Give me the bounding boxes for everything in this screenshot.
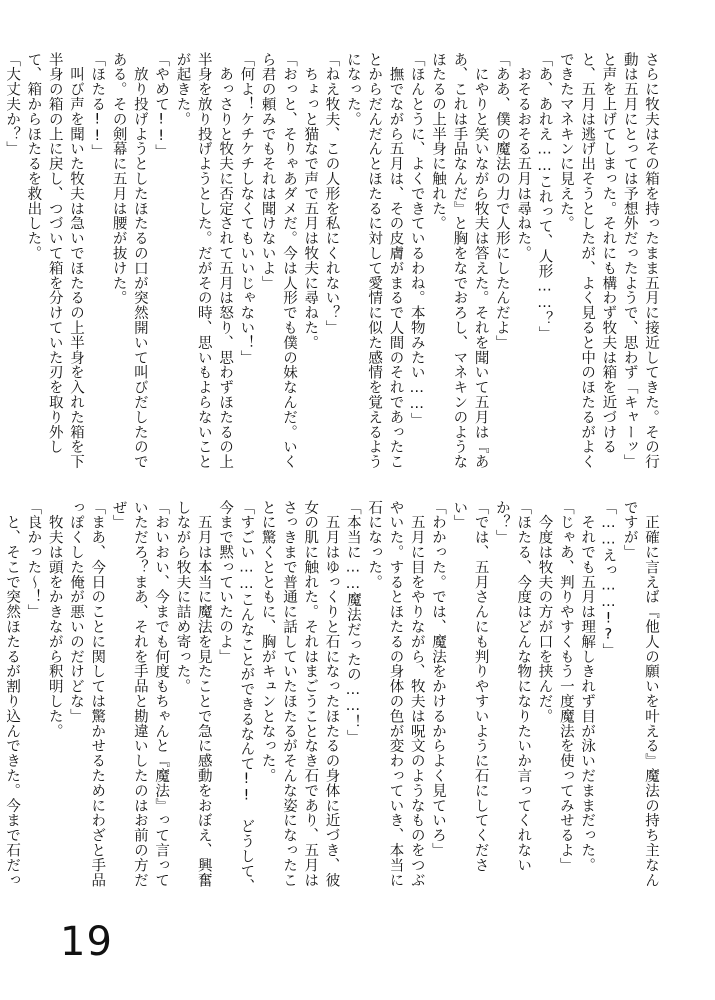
paragraph: 牧夫は頭をかきながら釈明した。 bbox=[46, 500, 63, 739]
paragraph: さらに牧夫はその箱を持ったまま五月に接近してきた。その行動は五月にとっては予想外だったようで、思わず「キャーッ」と声を上げてしまった。それにも構わず牧夫は箱を近づけると、五月は逃げ出そうとしたが、よく見ると中のほたるがよくできたマネキンに見えた。 bbox=[557, 52, 659, 470]
paragraph: 「ほんとうに、よくできているわね。本物みたい……」 bbox=[408, 52, 425, 428]
paragraph: 「ねえ牧夫、この人形を私にくれない？」 bbox=[323, 52, 340, 336]
paragraph: 「おっと、そりゃあダメだ。今は人形でも僕の妹なんだ。いくら君の頼みでもそれは聞けないよ」 bbox=[259, 52, 297, 470]
paragraph: 「本当に……魔法だったの……！」 bbox=[344, 500, 361, 745]
paragraph: 「まあ、今日のことに関しては驚かせるためにわざと手品っぽくした俺が悪いのだけどな」 bbox=[67, 500, 106, 888]
paragraph: 「何よ！ケチケチしなくてもいいじゃない！」 bbox=[238, 52, 255, 365]
paragraph: それでも五月は理解しきれず目が泳いだままだった。 bbox=[579, 500, 596, 873]
paragraph: 「ほたる、今度はどんな物になりたいか言ってくれないか？」 bbox=[493, 500, 532, 873]
paragraph: 「すごい……こんなことができるなんて!! どうして、今まで黙っていたのよ」 bbox=[217, 500, 255, 894]
paragraph: 「……えっ……!?」 bbox=[600, 500, 617, 658]
paragraph: おそるおそる五月は尋ねた。 bbox=[515, 52, 532, 261]
paragraph: 「大丈夫か？」 bbox=[4, 52, 21, 157]
paragraph: にやりと笑いながら牧夫は答えた。それを聞いて五月は『ああ、これは手品なんだ』と胸をなでおろし、マネキンのようなほたるの上半身に触れた。 bbox=[430, 52, 489, 470]
top-text-block bbox=[4, 52, 661, 482]
paragraph: 撫でながら五月は、その皮膚がまるで人間のそれであったことからだんだんとほたるに対して愛情に似た感情を覚えるようになった。 bbox=[344, 52, 404, 470]
bottom-text-block bbox=[4, 500, 661, 895]
paragraph: 五月に目をやりながら、牧夫は呪文のようなものをつぶやいた。するとほたるの身体の色が変わっていき、本当に石になった。 bbox=[366, 500, 425, 888]
paragraph: 「ああ、僕の魔法の力で人形にしたんだよ」 bbox=[493, 52, 510, 350]
paragraph: あっさりと牧夫に否定されて五月は怒り、思わずほたるの上半身を放り投げようとした。だがその時、思いもよらないことが起きた。 bbox=[174, 52, 234, 470]
paragraph: 「ほたる!!」 bbox=[89, 52, 106, 160]
page-number: 19 bbox=[60, 919, 113, 965]
paragraph: 「では、五月さんにも判りやすいように石にしてください」 bbox=[451, 500, 489, 873]
paragraph: 「おいおい、今までも何度もちゃんと『魔法』って言っていただろ？まあ、それを手品と勘違いしたのはお前の方だぜ」 bbox=[110, 500, 170, 888]
paragraph: 今度は牧夫の方が口を挟んだ。 bbox=[536, 500, 553, 724]
paragraph bbox=[0, 52, 1, 482]
paragraph: と、そこで突然ほたるが割り込んできた。今まで石だっ bbox=[4, 514, 21, 888]
paragraph: 五月は本当に魔法を見たことで急に感動をおぼえ、興奮しながら牧夫に詰め寄った。 bbox=[174, 500, 212, 888]
paragraph: 「じゃあ、判りやすくもう一度魔法を使ってみせるよ」 bbox=[557, 500, 574, 873]
paragraph: 「やめて!!」 bbox=[153, 52, 170, 160]
paragraph: 「わかった。では、魔法をかけるからよく見ていろ」 bbox=[430, 500, 447, 858]
paragraph: 放り投げようとしたほたるの口が突然開いて叫びだしたのである。その剣幕に五月は腰が抜けた。 bbox=[110, 52, 148, 470]
paragraph: 五月はゆっくりと石になったほたるの身体に近づき、彼女の肌に触れた。それはまごうことなき石であり、五月はさっきまで普通に話していたほたるがそんな姿になったことに驚くとともに、胸がキュンとなった。 bbox=[259, 500, 340, 888]
paragraph: 正確に言えば『他人の願いを叶える』魔法の持ち主なんですが」 bbox=[621, 500, 659, 888]
paragraph: ちょっと猫なで声で五月は牧夫に尋ねた。 bbox=[302, 52, 319, 350]
paragraph: 「あ、あれえ……これって、人形……？」 bbox=[536, 52, 553, 342]
paragraph: 「良かった～！」 bbox=[25, 500, 42, 620]
paragraph: 叫び声を聞いた牧夫は急いでほたるの上半身を入れた箱を下半身の箱の上に戻し、つづいて箱を分けていた刃を取り外して、箱からほたるを救出した。 bbox=[25, 52, 84, 470]
